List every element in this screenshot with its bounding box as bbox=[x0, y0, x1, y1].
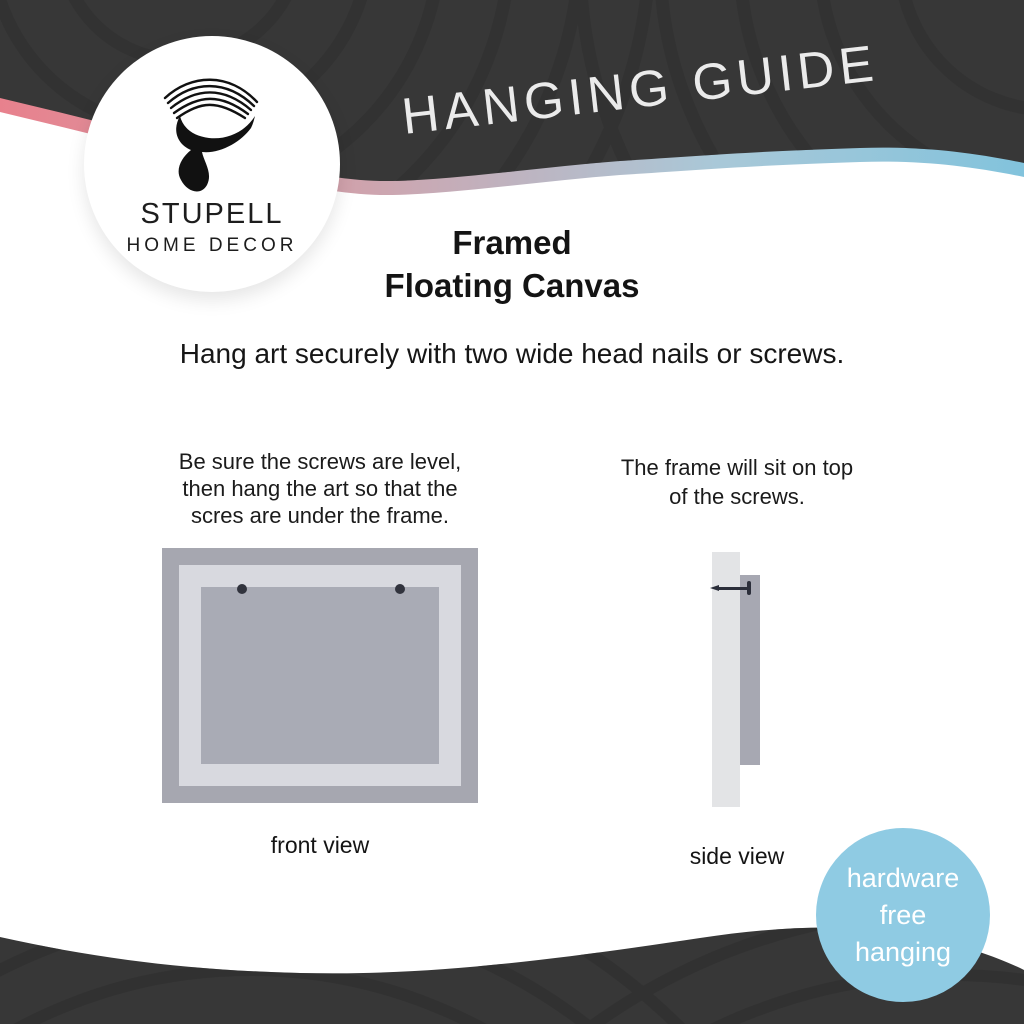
nail-head bbox=[747, 581, 751, 595]
nail-icon bbox=[710, 581, 751, 595]
side-view-caption-line2: of the screws. bbox=[669, 484, 805, 509]
side-view-frame bbox=[740, 575, 760, 765]
main-instruction: Hang art securely with two wide head nails or screws. bbox=[179, 338, 845, 369]
screw-icon bbox=[237, 584, 247, 594]
badge-line1: hardware bbox=[846, 862, 960, 893]
front-view-caption-line2: then hang the art so that the bbox=[182, 476, 458, 501]
front-view-illustration bbox=[162, 548, 478, 803]
hardware-free-badge bbox=[816, 828, 990, 1002]
s-swoosh-icon bbox=[151, 70, 273, 196]
frame-mat bbox=[179, 565, 461, 786]
side-view-caption-line1: The frame will sit on top bbox=[620, 455, 854, 480]
nail-shaft bbox=[718, 587, 748, 590]
brand-logo bbox=[84, 36, 340, 292]
page-title: HANGING GUIDE bbox=[398, 34, 882, 145]
screw-icon bbox=[395, 584, 405, 594]
front-view-caption bbox=[148, 448, 492, 529]
side-view-caption bbox=[577, 453, 897, 511]
front-view-caption-line1: Be sure the screws are level, bbox=[178, 449, 462, 474]
badge-line3: hanging bbox=[854, 936, 952, 967]
frame-canvas bbox=[201, 587, 439, 764]
front-view-caption-line3: scres are under the frame. bbox=[190, 503, 449, 528]
side-view-label: side view bbox=[689, 843, 785, 869]
product-title-line1: Framed bbox=[452, 224, 572, 261]
brand-tagline: HOME DECOR bbox=[126, 235, 298, 256]
badge-line2: free bbox=[879, 899, 927, 930]
brand-name: STUPELL bbox=[140, 198, 284, 230]
front-view-label: front view bbox=[270, 832, 370, 858]
product-title-line2: Floating Canvas bbox=[384, 267, 640, 304]
